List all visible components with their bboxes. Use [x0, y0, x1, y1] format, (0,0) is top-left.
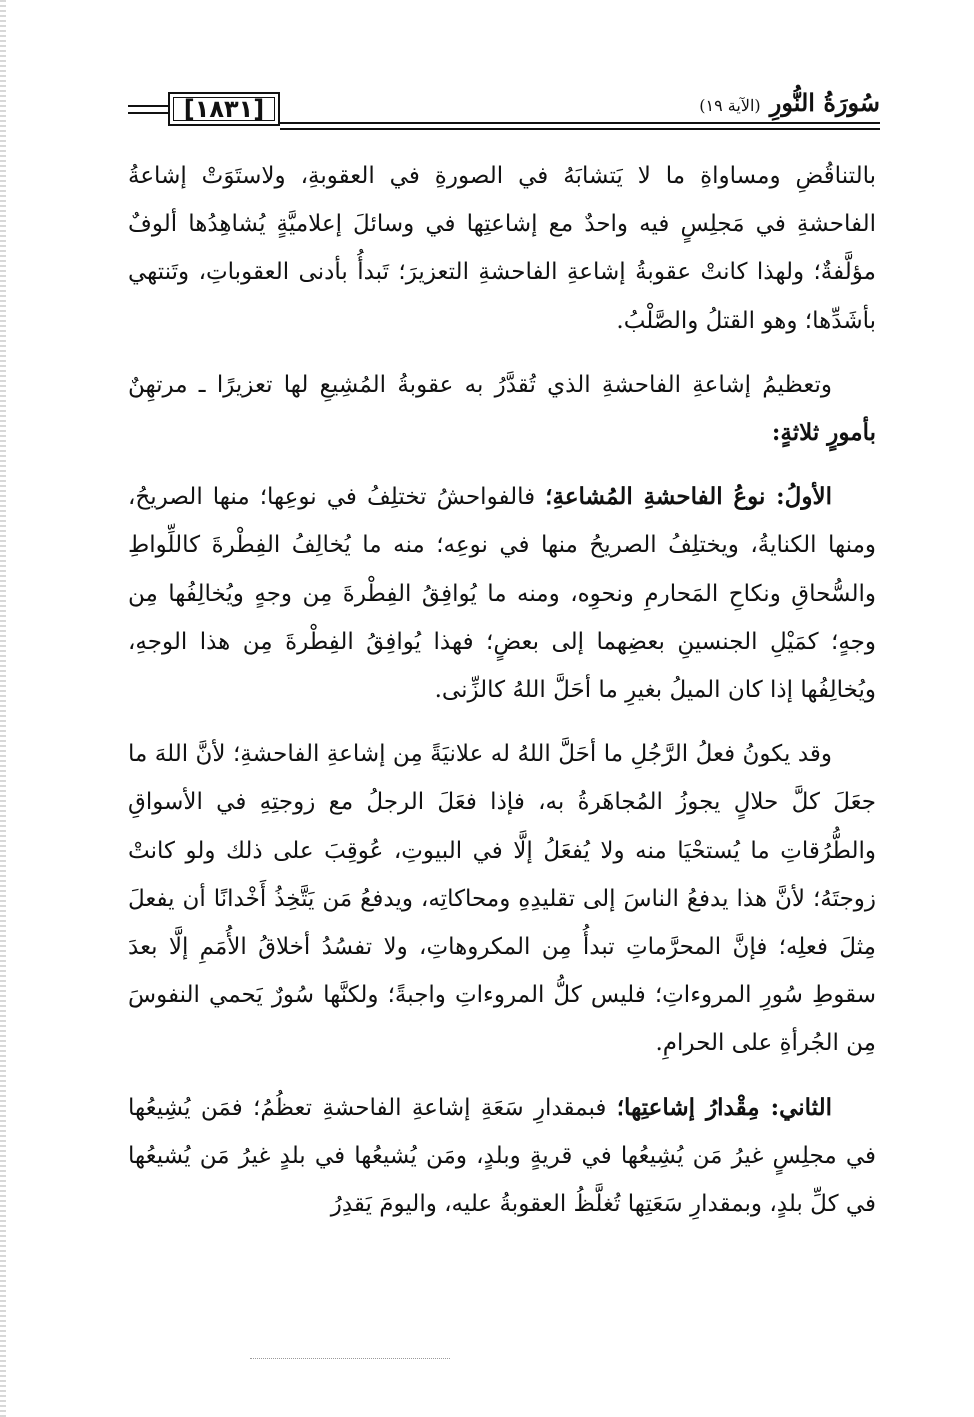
paragraph-2-keyword: بأمورٍ ثلاثةٍ:: [771, 419, 876, 447]
header-rule-left-top: [128, 105, 168, 107]
scan-edge-decoration: [0, 0, 6, 1417]
header-rule-left-bottom: [128, 112, 168, 114]
point-one-heading: الأولُ: نوعُ الفاحشةِ المُشاعةِ؛: [545, 483, 832, 511]
page-header: [128, 88, 880, 132]
running-title: [699, 88, 880, 121]
point-two-text: فبمقدارِ سَعَةِ إشاعةِ الفاحشةِ تعظُمُ؛ فمَن يُشِيعُها في مجلِسٍ غيرُ مَن يُشِيعُها في قريةٍ وبلدٍ، ومَن يُشيعُها في بلدٍ غيرُ مَن يُشيعُها في كلِّ بلدٍ، وبمقدارِ سَعَتِها تُغلَّظُ العقوبةُ عليه، واليومَ يَقدِرُ: [128, 1094, 876, 1218]
surah-name: سُورَةُ النُّورِ: [769, 88, 880, 117]
point-two-heading: الثاني: مِقْدارُ إشاعتِها؛: [616, 1093, 833, 1121]
paragraph-2-text: وتعظيمُ إشاعةِ الفاحشةِ الذي تُقدَّرُ به عقوبةُ المُشِيعِ لها تعزيرًا ـ مرتهِنٌ: [128, 371, 832, 398]
paragraph-2: [128, 361, 876, 457]
paragraph-5: [128, 1084, 876, 1229]
paragraph-4: وقد يكونُ فعلُ الرَّجُلِ ما أحَلَّ اللهُ له علانيَةً مِن إشاعةِ الفاحشةِ؛ لأنَّ اللهَ ما جعَلَ كلَّ حلالٍ يجوزُ المُجاهَرةُ به، فإذا فعَلَ الرجلُ مع زوجتِهِ في الأسواقِ والطُّرُقاتِ ما يُستحْيَا منه ولا يُفعَلُ إلَّا في البيوتِ، عُوقِبَ على ذلك ولو كانتْ زوجتَهُ؛ لأنَّ هذا يدفعُ الناسَ إلى تقليدِهِ ومحاكاتِه، ويدفعُ مَن يَتَّخِذُ أَخْدانًا أن يفعلَ مِثلَ فعلِه؛ فإنَّ المحرَّماتِ تبدأُ مِن المكروهاتِ، ولا تفسُدُ أخلاقُ الأُمَمِ إلَّا بعدَ سقوطِ سُورِ المروءاتِ؛ فليس كلُّ المروءاتِ واجبةً؛ ولكنَّها سُورٌ يَحمي النفوسَ مِن الجُرأةِ على الحرامِ.: [128, 741, 876, 1057]
page-body: [128, 152, 876, 1228]
point-one-text: فالفواحشُ تختلِفُ في نوعِها؛ منها الصريحُ، ومنها الكنايةُ، ويختلِفُ الصريحُ منها في نوعِه؛ منه ما يُخالِفُ الفِطْرةَ كاللِّواطِ والسُّحاقِ ونكاحِ المَحارمِ ونحوِه، ومنه ما يُوافِقُ الفِطْرةَ مِن وجهٍ ويُخالِفُها مِن وجهٍ؛ كمَيْلِ الجنسينِ بعضِهما إلى بعضٍ؛ فهذا يُوافِقُ الفِطْرةَ مِن هذا الوجهِ، ويُخالِفُها إذا كان الميلُ بغيرِ ما أحَلَّ اللهُ كالزِّنى.: [128, 484, 876, 704]
ayah-reference: (الآية ١٩): [699, 96, 761, 115]
header-rule-top: [280, 122, 880, 124]
header-rule-bottom: [280, 128, 880, 130]
paragraph-1: بالتناقُضِ ومساواةِ ما لا يَتشابَهُ في الصورةِ في العقوبةِ، ولاستَوَتْ إشاعةُ الفاحشةِ في مَجلِسٍ فيه واحدٌ مع إشاعتِها في وسائلَ إعلاميَّةٍ يُشاهِدُها ألوفٌ مؤلَّفةٌ؛ ولهذا كانتْ عقوبةُ إشاعةِ الفاحشةِ التعزيرَ؛ تَبدأُ بأدنى العقوباتِ، وتَنتهي بأشَدِّها؛ وهو القتلُ والصَّلْبُ.: [128, 163, 876, 334]
paragraph-3: [128, 473, 876, 714]
bottom-scan-mark: [250, 1358, 450, 1359]
page-number-frame: [168, 92, 280, 126]
page-number: [١٨٣١]: [183, 95, 265, 123]
